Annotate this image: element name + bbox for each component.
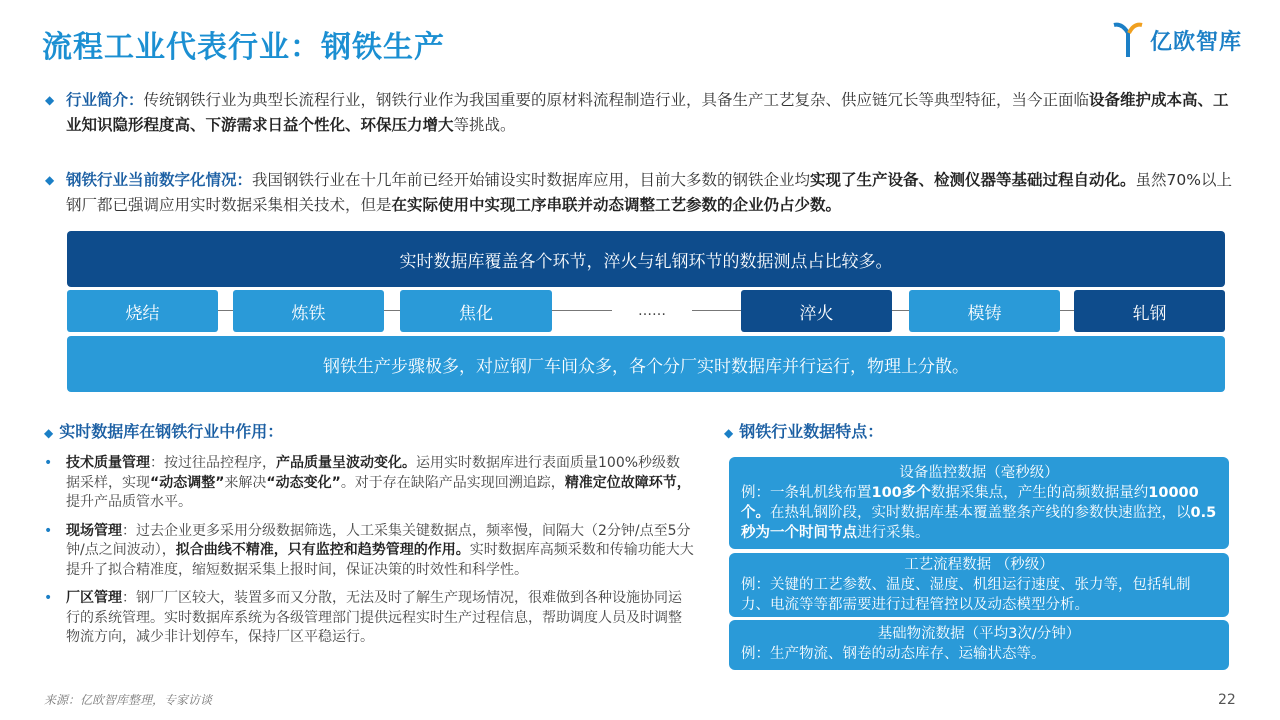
process-step-casting: 模铸 <box>909 290 1060 332</box>
card-title: 设备监控数据（毫秒级） <box>899 465 1059 481</box>
card-text: 例：一条轧机线布置 <box>741 485 872 501</box>
process-step-coking: 焦化 <box>400 290 552 332</box>
item-text: 实时数据库高频采数和传输功能大大提升了拟合精准度，缩短数据采集上报时间，保证决策的时效性和科学性。 <box>66 542 694 578</box>
process-step-ironmaking: 炼铁 <box>233 290 384 332</box>
item-text: 来解决 <box>224 474 267 491</box>
digital-paragraph <box>46 168 1241 218</box>
diamond-bullet-icon: ◆ <box>45 93 55 107</box>
intro-text: 传统钢铁行业为典型长流程行业，钢铁行业作为我国重要的原材料流程制造行业，具备生产工艺复杂、供应链冗长等典型特征，当今正面临 <box>143 91 1090 109</box>
page-title: 流程工业代表行业：钢铁生产 <box>42 30 445 65</box>
list-item <box>44 589 694 648</box>
role-list <box>44 454 694 657</box>
process-step-rolling: 轧钢 <box>1074 290 1225 332</box>
list-item <box>44 522 694 581</box>
item-bold: 产品质量呈波动变化。 <box>276 455 416 471</box>
bullet-dot-icon: • <box>44 522 53 539</box>
diagram-bottom-banner: 钢铁生产步骤极多，对应钢厂车间众多，各个分厂实时数据库并行运行，物理上分散。 <box>67 336 1225 392</box>
item-label: 厂区管理 <box>66 590 122 606</box>
item-text: ：钢厂厂区较大，装置多而又分散，无法及时了解生产现场情况，很难做到各种设施协同运行的系统管理。实时数据库系统为各级管理部门提供远程实时生产过程信息，帮助调度人员及时调整物流方向，减少非计划停车，保持厂区平稳运行。 <box>66 590 682 645</box>
intro-paragraph <box>46 88 1231 138</box>
item-bold: 精准定位故障环节， <box>564 474 691 491</box>
item-text: 。对于存在缺陷产品实现回溯追踪， <box>340 474 565 491</box>
process-step-quenching: 淬火 <box>741 290 892 332</box>
digital-text-2: 虽然70%以上钢厂都已强调应用实时数据采集相关技术，但是 <box>66 171 1232 214</box>
item-bold: 拟合曲线不精准，只有监控和趋势管理的作用。 <box>175 542 470 558</box>
item-label: 技术质量管理 <box>66 455 150 471</box>
item-label: 现场管理 <box>66 522 122 539</box>
feature-card-process <box>729 553 1229 617</box>
intro-heading: 行业简介： <box>66 91 144 109</box>
process-step-sintering: 烧结 <box>67 290 218 332</box>
bullet-dot-icon: • <box>44 455 53 471</box>
item-text: 运用实时数据库进行表面质量100%秒级数据采样，实现 <box>66 455 681 491</box>
diamond-bullet-icon: ◆ <box>45 173 55 187</box>
digital-heading: 钢铁行业当前数字化情况： <box>66 171 253 189</box>
card-text: 进行采集。 <box>857 525 930 541</box>
digital-bold: 实现了生产设备、检测仪器等基础过程自动化。 <box>810 171 1136 189</box>
features-section-heading <box>724 419 883 442</box>
card-title: 基础物流数据（平均3次/分钟） <box>877 626 1081 642</box>
role-heading-text: 实时数据库在钢铁行业中作用： <box>59 422 284 441</box>
card-bold: 0.5秒为一个时间节点 <box>741 505 1217 541</box>
diamond-bullet-icon: ◆ <box>724 426 734 440</box>
intro-bold: 设备维护成本高、工业知识隐形程度高、下游需求日益个性化、环保压力增大 <box>66 91 1229 134</box>
intro-text-end: 等挑战。 <box>453 116 516 134</box>
role-section-heading <box>44 419 283 442</box>
logo-text: 亿欧智库 <box>1150 29 1243 55</box>
item-text: 提升产品质管水平。 <box>66 494 192 510</box>
card-bold: 100多个 <box>871 485 931 501</box>
diagram-top-banner: 实时数据库覆盖各个环节，淬火与轧钢环节的数据测点占比较多。 <box>67 231 1225 287</box>
logo <box>1112 20 1242 60</box>
list-item <box>44 454 694 513</box>
diamond-bullet-icon: ◆ <box>44 426 54 440</box>
digital-text: 我国钢铁行业在十几年前已经开始铺设实时数据库应用，目前大多数的钢铁企业均 <box>252 171 811 189</box>
card-body: 例：生产物流、钢卷的动态库存、运输状态等。 <box>741 646 1046 662</box>
item-text: ：过去企业更多采用分级数据筛选，人工采集关键数据点，频率慢，间隔大（2分钟/点至5分钟/点之间波动）， <box>66 522 691 558</box>
item-text: ：按过往品控程序， <box>150 455 276 471</box>
source-note: 来源：亿欧智库整理，专家访谈 <box>44 693 213 707</box>
logo-icon <box>1112 21 1146 59</box>
card-bold: 10000个。 <box>741 485 1199 521</box>
process-ellipsis: …… <box>612 290 692 332</box>
feature-card-logistics <box>729 620 1229 670</box>
item-bold: “动态变化” <box>266 474 341 491</box>
card-body <box>729 483 1229 543</box>
card-text: 在热轧钢阶段，实时数据库基本覆盖整条产线的参数快速监控，以 <box>770 505 1191 521</box>
card-body: 例：关键的工艺参数、温度、湿度、机组运行速度、张力等，包括轧制力、电流等等都需要进行过程管控以及动态模型分析。 <box>741 577 1191 613</box>
features-heading-text: 钢铁行业数据特点： <box>739 422 884 441</box>
digital-bold-2: 在实际使用中实现工序串联并动态调整工艺参数的企业仍占少数。 <box>391 196 842 214</box>
bullet-dot-icon: • <box>44 590 53 606</box>
item-bold: “动态调整” <box>150 474 225 491</box>
card-title: 工艺流程数据 （秒级） <box>904 557 1054 573</box>
card-text: 数据采集点，产生的高频数据量约 <box>930 485 1149 501</box>
feature-card-equipment <box>729 457 1229 549</box>
page-number: 22 <box>1218 692 1236 708</box>
